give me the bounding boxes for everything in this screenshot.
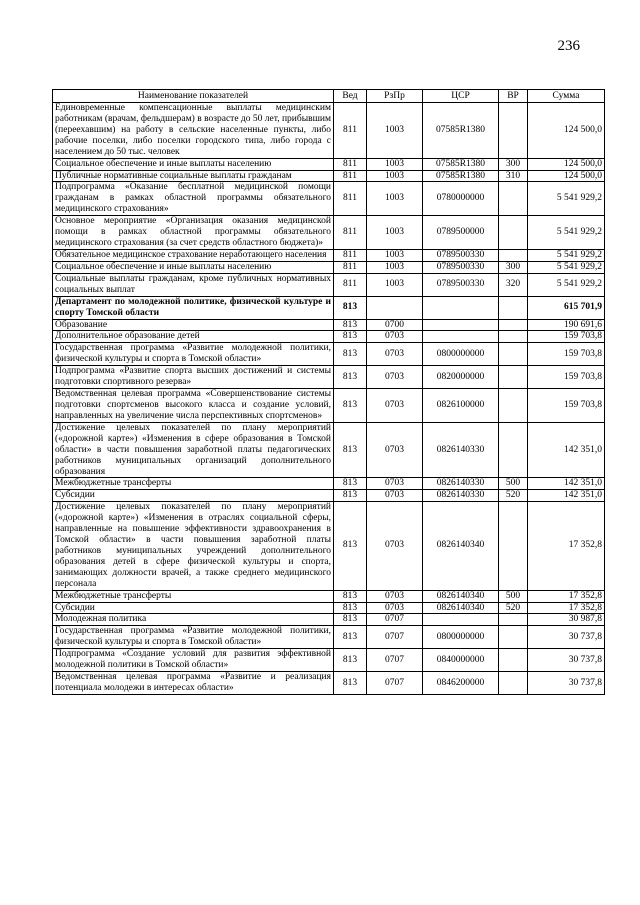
row-sum: 159 703,8: [528, 389, 605, 423]
row-ved: 813: [334, 590, 367, 602]
row-ved: 813: [334, 319, 367, 331]
row-sum: 159 703,8: [528, 343, 605, 366]
row-ved: 811: [334, 182, 367, 216]
row-vr: [499, 343, 528, 366]
row-vr: [499, 389, 528, 423]
row-rzpr: 0703: [367, 331, 423, 343]
row-ved: 811: [334, 158, 367, 170]
row-sum: 5 541 929,2: [528, 216, 605, 250]
row-ved: 811: [334, 249, 367, 261]
row-ved: 811: [334, 170, 367, 182]
row-sum: 30 737,8: [528, 626, 605, 649]
row-ved: 813: [334, 422, 367, 478]
row-rzpr: 0703: [367, 366, 423, 389]
table-row: [53, 389, 605, 423]
row-name: Межбюджетные трансферты: [53, 478, 334, 490]
table-row: [53, 249, 605, 261]
row-vr: [499, 319, 528, 331]
row-ved: 811: [334, 216, 367, 250]
row-rzpr: 0707: [367, 649, 423, 672]
table-row: [53, 590, 605, 602]
row-vr: 500: [499, 590, 528, 602]
row-vr: [499, 614, 528, 626]
row-csr: 0826140330: [423, 490, 499, 502]
row-csr: [423, 296, 499, 319]
row-sum: 17 352,8: [528, 502, 605, 590]
row-ved: 813: [334, 331, 367, 343]
row-vr: [499, 103, 528, 159]
table-row: [53, 319, 605, 331]
row-ved: 813: [334, 296, 367, 319]
row-vr: [499, 502, 528, 590]
row-csr: 0826140340: [423, 590, 499, 602]
row-rzpr: 0703: [367, 590, 423, 602]
row-name: Образование: [53, 319, 334, 331]
row-ved: 813: [334, 614, 367, 626]
row-csr: 0789500330: [423, 261, 499, 273]
row-rzpr: 0700: [367, 319, 423, 331]
row-name: Дополнительное образование детей: [53, 331, 334, 343]
row-ved: 813: [334, 490, 367, 502]
table-row: [53, 649, 605, 672]
row-sum: 30 987,8: [528, 614, 605, 626]
row-vr: [499, 366, 528, 389]
row-vr: [499, 182, 528, 216]
row-csr: 0826140340: [423, 502, 499, 590]
row-ved: 813: [334, 389, 367, 423]
row-csr: 0789500330: [423, 249, 499, 261]
row-name: Основное мероприятие «Организация оказания медицинской помощи в рамках областной программы обязательного медицинского страхования (за счет средств областного бюджета)»: [53, 216, 334, 250]
row-rzpr: 0707: [367, 626, 423, 649]
row-sum: 30 737,8: [528, 672, 605, 695]
table-header-row: [53, 90, 605, 103]
row-ved: 813: [334, 366, 367, 389]
row-ved: 813: [334, 602, 367, 614]
row-sum: 124 500,0: [528, 158, 605, 170]
row-name: Подпрограмма «Оказание бесплатной медицинской помощи гражданам в рамках областной программы обязательного медицинского страхования»: [53, 182, 334, 216]
row-sum: 17 352,8: [528, 602, 605, 614]
table-row: [53, 614, 605, 626]
table-row: [53, 158, 605, 170]
row-rzpr: 1003: [367, 216, 423, 250]
header-csr: ЦСР: [423, 90, 499, 103]
row-vr: [499, 422, 528, 478]
row-csr: 0826140330: [423, 478, 499, 490]
table-row: [53, 170, 605, 182]
table-row: [53, 343, 605, 366]
row-vr: [499, 216, 528, 250]
row-name: Департамент по молодежной политике, физической культуре и спорту Томской области: [53, 296, 334, 319]
table-row: [53, 490, 605, 502]
row-ved: 813: [334, 649, 367, 672]
row-vr: [499, 249, 528, 261]
row-name: Межбюджетные трансферты: [53, 590, 334, 602]
header-sum: Сумма: [528, 90, 605, 103]
row-csr: 0840000000: [423, 649, 499, 672]
row-name: Государственная программа «Развитие молодежной политики, физической культуры и спорта в Томской области»: [53, 626, 334, 649]
budget-table: [52, 89, 605, 695]
row-rzpr: 1003: [367, 182, 423, 216]
row-name: Ведомственная целевая программа «Развитие и реализация потенциала молодежи в интересах области»: [53, 672, 334, 695]
row-csr: 0826140340: [423, 602, 499, 614]
row-rzpr: 1003: [367, 273, 423, 296]
row-ved: 813: [334, 478, 367, 490]
table-row: [53, 216, 605, 250]
row-csr: [423, 614, 499, 626]
row-rzpr: 0703: [367, 478, 423, 490]
row-ved: 813: [334, 343, 367, 366]
row-name: Социальное обеспечение и иные выплаты населению: [53, 261, 334, 273]
row-sum: 5 541 929,2: [528, 273, 605, 296]
row-name: Обязательное медицинское страхование неработающего населения: [53, 249, 334, 261]
row-csr: 07585R1380: [423, 158, 499, 170]
row-rzpr: 0707: [367, 614, 423, 626]
table-row: [53, 331, 605, 343]
row-rzpr: 1003: [367, 261, 423, 273]
row-ved: 813: [334, 626, 367, 649]
row-sum: 142 351,0: [528, 490, 605, 502]
row-csr: 0780000000: [423, 182, 499, 216]
row-name: Государственная программа «Развитие молодежной политики, физической культуры и спорта в Томской области»: [53, 343, 334, 366]
row-rzpr: 1003: [367, 103, 423, 159]
table-row: [53, 182, 605, 216]
header-vr: ВР: [499, 90, 528, 103]
table-body: [53, 103, 605, 695]
row-sum: 142 351,0: [528, 478, 605, 490]
table-row: [53, 602, 605, 614]
table-row: [53, 626, 605, 649]
table-row: [53, 273, 605, 296]
row-name: Молодежная политика: [53, 614, 334, 626]
row-csr: 07585R1380: [423, 170, 499, 182]
row-name: Подпрограмма «Развитие спорта высших достижений и системы подготовки спортивного резерва»: [53, 366, 334, 389]
header-name: Наименование показателей: [53, 90, 334, 103]
row-name: Публичные нормативные социальные выплаты гражданам: [53, 170, 334, 182]
table-row: [53, 366, 605, 389]
row-vr: 500: [499, 478, 528, 490]
row-csr: 0789500000: [423, 216, 499, 250]
row-rzpr: 0703: [367, 422, 423, 478]
row-vr: [499, 331, 528, 343]
row-sum: 30 737,8: [528, 649, 605, 672]
row-rzpr: 0707: [367, 672, 423, 695]
row-rzpr: 1003: [367, 170, 423, 182]
row-rzpr: [367, 296, 423, 319]
row-name: Субсидии: [53, 490, 334, 502]
row-rzpr: 0703: [367, 602, 423, 614]
row-ved: 813: [334, 672, 367, 695]
row-sum: 615 701,9: [528, 296, 605, 319]
table-row: [53, 296, 605, 319]
table-row: [53, 478, 605, 490]
row-sum: 5 541 929,2: [528, 249, 605, 261]
row-csr: 0789500330: [423, 273, 499, 296]
row-vr: 320: [499, 273, 528, 296]
row-csr: 07585R1380: [423, 103, 499, 159]
row-rzpr: 0703: [367, 343, 423, 366]
row-vr: 310: [499, 170, 528, 182]
row-vr: [499, 296, 528, 319]
row-name: Социальные выплаты гражданам, кроме публичных нормативных социальных выплат: [53, 273, 334, 296]
row-vr: [499, 649, 528, 672]
row-ved: 813: [334, 502, 367, 590]
row-csr: 0820000000: [423, 366, 499, 389]
row-name: Единовременные компенсационные выплаты медицинским работникам (врачам, фельдшерам) в возрасте до 50 лет, прибывшим (переехавшим) на работу в сельские населенные пункты, либо рабочие поселки, либо поселки городского типа, либо города с населением до 50 тыс. человек: [53, 103, 334, 159]
row-vr: 520: [499, 490, 528, 502]
row-ved: 811: [334, 261, 367, 273]
row-vr: [499, 626, 528, 649]
row-csr: 0846200000: [423, 672, 499, 695]
row-csr: [423, 319, 499, 331]
table-row: [53, 103, 605, 159]
row-name: Субсидии: [53, 602, 334, 614]
row-sum: 17 352,8: [528, 590, 605, 602]
row-rzpr: 0703: [367, 389, 423, 423]
row-vr: 520: [499, 602, 528, 614]
row-name: Ведомственная целевая программа «Совершенствование системы подготовки спортсменов высокого класса и создание условий, направленных на увеличение числа перспективных спортсменов»: [53, 389, 334, 423]
row-name: Достижение целевых показателей по плану мероприятий («дорожной карте») «Изменения в отраслях социальной сферы, направленные на повышение эффективности здравоохранения в Томской области» в части повышения заработной платы работников муниципальных учреждений дополнительного образования детей в сфере физической культуры и спорта, занимающих должности врачей, а также среднего медицинского персонала: [53, 502, 334, 590]
row-name: Достижение целевых показателей по плану мероприятий («дорожной карте») «Изменения в сфере образования в Томской области» в части повышения заработной платы педагогических работников муниципальных организаций дополнительного образования: [53, 422, 334, 478]
row-name: Подпрограмма «Создание условий для развития эффективной молодежной политики в Томской области»: [53, 649, 334, 672]
row-rzpr: 0703: [367, 490, 423, 502]
header-ved: Вед: [334, 90, 367, 103]
row-vr: [499, 672, 528, 695]
row-ved: 811: [334, 273, 367, 296]
row-sum: 159 703,8: [528, 331, 605, 343]
row-name: Социальное обеспечение и иные выплаты населению: [53, 158, 334, 170]
row-sum: 159 703,8: [528, 366, 605, 389]
row-vr: 300: [499, 158, 528, 170]
row-rzpr: 0703: [367, 502, 423, 590]
row-csr: 0826100000: [423, 389, 499, 423]
row-sum: 5 541 929,2: [528, 261, 605, 273]
row-csr: 0826140330: [423, 422, 499, 478]
row-rzpr: 1003: [367, 158, 423, 170]
row-csr: 0800000000: [423, 343, 499, 366]
row-csr: 0800000000: [423, 626, 499, 649]
row-rzpr: 1003: [367, 249, 423, 261]
table-row: [53, 502, 605, 590]
table-row: [53, 672, 605, 695]
row-sum: 5 541 929,2: [528, 182, 605, 216]
page-number: 236: [557, 38, 580, 54]
row-sum: 124 500,0: [528, 103, 605, 159]
table-row: [53, 422, 605, 478]
table-row: [53, 261, 605, 273]
row-csr: [423, 331, 499, 343]
header-rzpr: РзПр: [367, 90, 423, 103]
row-ved: 811: [334, 103, 367, 159]
row-sum: 124 500,0: [528, 170, 605, 182]
row-vr: 300: [499, 261, 528, 273]
row-sum: 190 691,6: [528, 319, 605, 331]
row-sum: 142 351,0: [528, 422, 605, 478]
